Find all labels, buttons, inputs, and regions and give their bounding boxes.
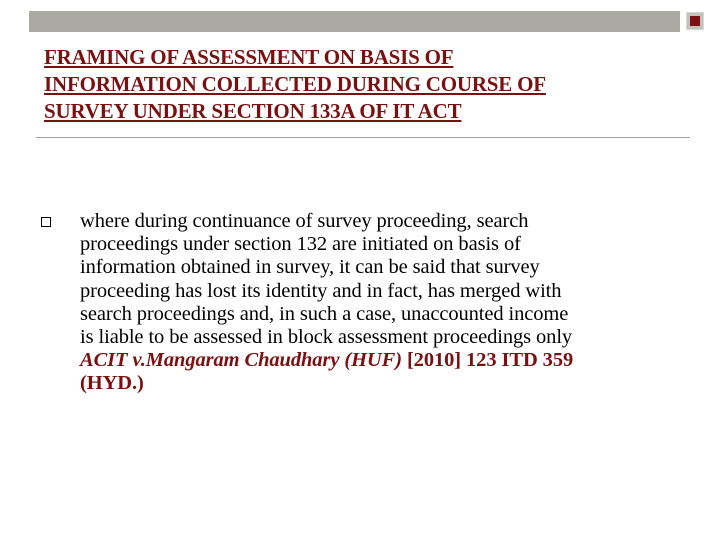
body-line-3: information obtained in survey, it can be said that survey — [80, 256, 540, 279]
corner-square-decoration — [686, 12, 704, 30]
citation-reference: [2010] 123 ITD 359 — [401, 349, 574, 372]
citation-case-name: ACIT v.Mangaram Chaudhary (HUF) — [80, 349, 402, 372]
top-decorative-bar — [29, 11, 680, 32]
slide-title — [44, 44, 684, 125]
corner-square-inner — [690, 16, 700, 26]
body-line-1: where during continuance of survey proceeding, search — [80, 210, 529, 232]
body-line-2: proceedings under section 132 are initiated on basis of — [80, 233, 521, 256]
body-line-6: is liable to be assessed in block assessment proceedings only — [80, 326, 573, 349]
citation-line — [80, 349, 680, 372]
body-line-4: proceeding has lost its identity and in fact, has merged with — [80, 279, 562, 302]
body-line-5: search proceedings and, in such a case, unaccounted income — [80, 302, 569, 325]
bullet-text — [80, 210, 680, 396]
hollow-square-bullet-icon — [41, 217, 51, 227]
title-divider — [36, 137, 690, 138]
citation-court: (HYD.) — [80, 372, 144, 395]
title-line-1: FRAMING OF ASSESSMENT ON BASIS OF — [44, 45, 454, 69]
title-line-3: SURVEY UNDER SECTION 133A OF IT ACT — [44, 99, 462, 123]
title-line-2: INFORMATION COLLECTED DURING COURSE OF — [44, 72, 546, 96]
